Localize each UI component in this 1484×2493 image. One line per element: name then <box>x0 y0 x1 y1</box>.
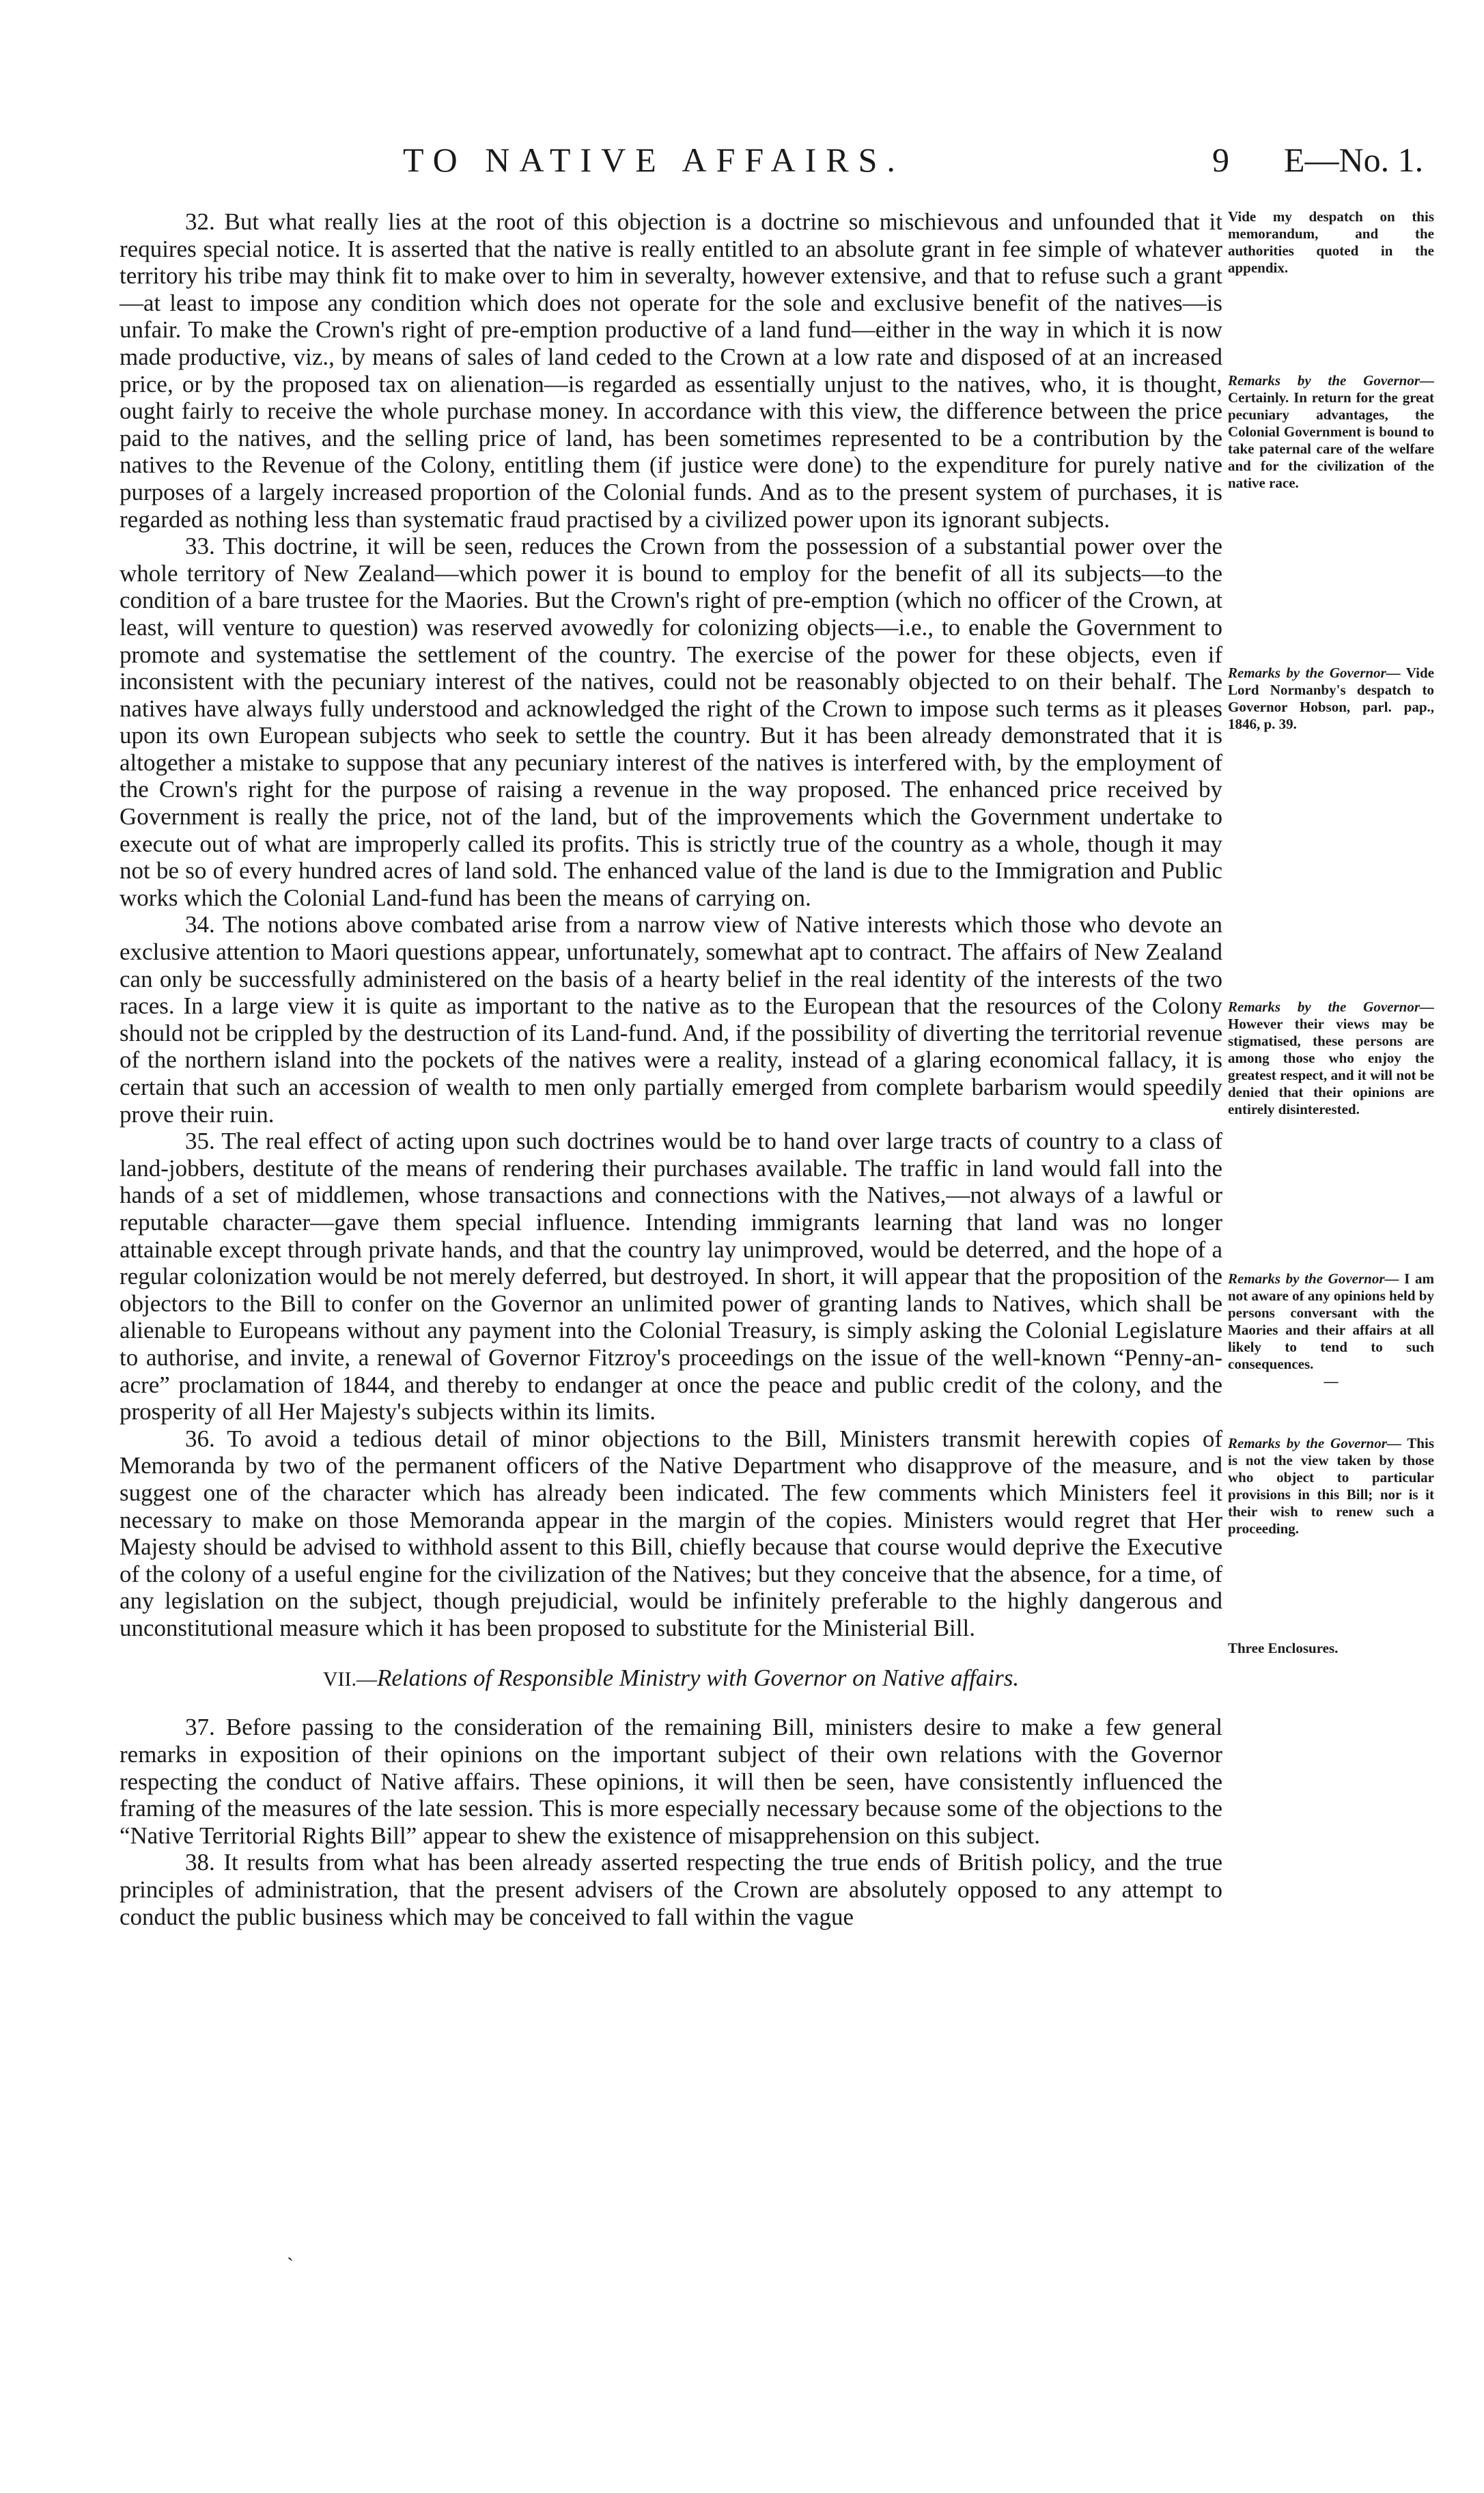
margin-note-heading: Remarks by the Governor— <box>1228 372 1434 389</box>
margin-note-text: This is not the view taken by those who object to particular provisions in this Bill; nor is it their wish to renew such a proceeding. <box>1228 1435 1434 1537</box>
margin-note-text: Vide Lord Normanby's despatch to Governor Hobson, parl. pap., 1846, p. 39. <box>1228 665 1434 732</box>
section-heading <box>120 1665 1222 1693</box>
margin-note-text: However their views may be stigmatised, these persons are among those who enjoy the greatest respect, and it will not be denied that their opinions are entirely disinterested. <box>1228 1016 1434 1117</box>
margin-note-enclosures <box>1228 1640 1434 1657</box>
paragraph-36: 36. To avoid a tedious detail of minor objections to the Bill, Ministers transmit herewith copies of Memoranda by two of the permanent officers of the Native Department who disapprove of the measure, and suggest one of the character which has already been indicated. The few comments which Ministers feel it necessary to make on those Memoranda appear in the margin of the copies. Ministers would regret that Her Majesty should be advised to withhold assent to this Bill, chiefly because that course would deprive the Executive of the colony of a useful engine for the civilization of the Natives; but they conceive that the absence, for a time, of any legislation on the subject, though prejudicial, would be infinitely preferable to the highly dangerous and unconstitutional measure which it has been proposed to substitute for the Ministerial Bill. <box>120 1425 1222 1641</box>
stray-mark: ˋ <box>287 2254 294 2276</box>
margin-note-governor-1 <box>1228 372 1434 492</box>
margin-note-governor-5 <box>1228 1435 1434 1537</box>
section-number: VII.— <box>322 1668 378 1691</box>
margin-note-governor-3 <box>1228 999 1434 1118</box>
margin-note-text: I am not aware of any opinions held by persons conversant with the Maories and their affairs at all likely to tend to such consequences. <box>1228 1270 1435 1372</box>
paragraph-35: 35. The real effect of acting upon such doctrines would be to hand over large tracts of country to a class of land-jobbers, destitute of the means of rendering their purchases available. The traffic in land would fall into the hands of a set of middlemen, whose transactions and connections with the Natives,—not always of a lawful or reputable character—gave them special influence. Intending immigrants learning that land was no longer attainable except through private hands, and that the country lay unimproved, would be deterred, and the hope of a regular colonization would be not merely deferred, but destroyed. In short, it will appear that the proposition of the objectors to the Bill to confer on the Governor an unlimited power of granting lands to Natives, which shall be alienable to Europeans without any payment into the Colonial Treasury, is simply asking the Colonial Legislature to authorise, and invite, a renewal of Governor Fitzroy's proceedings on the issue of the well-known “Penny-an-acre” proclamation of 1844, and thereby to endanger at once the peace and public credit of the colony, and the prosperity of all Her Majesty's subjects within its limits. <box>120 1128 1222 1425</box>
margin-note-heading: Remarks by the Governor— <box>1228 1435 1401 1451</box>
main-text-column <box>120 208 1222 1930</box>
paragraph-38: 38. It results from what has been already asserted respecting the true ends of British policy, and the true principles of administration, that the present advisers of the Crown are absolutely opposed to any attempt to conduct the public business which may be conceived to fall within the vague <box>120 1849 1222 1930</box>
margin-note-text: Vide my despatch on this memorandum, and the authorities quoted in the appendix. <box>1228 208 1434 276</box>
margin-note-vide <box>1228 208 1434 277</box>
document-reference: E—No. 1. <box>1284 141 1424 179</box>
running-title: TO NATIVE AFFAIRS. <box>403 141 905 179</box>
paragraph-37: 37. Before passing to the consideration of the remaining Bill, ministers desire to make a few general remarks in exposition of their opinions on the important subject of their own relations with the Governor respecting the conduct of Native affairs. These opinions, it will then be seen, have consistently influenced the framing of the measures of the late session. This is more especially necessary because some of the objections to the “Native Territorial Rights Bill” appear to shew the existence of misapprehension on this subject. <box>120 1714 1222 1849</box>
page-header <box>403 140 1434 188</box>
page-number: 9 <box>1212 141 1229 179</box>
paragraph-33: 33. This doctrine, it will be seen, reduces the Crown from the possession of a substantial power over the whole territory of New Zealand—which power it is bound to employ for the benefit of all its subjects—to the condition of a bare trustee for the Maories. But the Crown's right of pre-emption (which no officer of the Crown, at least, will venture to question) was reserved avowedly for colonizing objects—i.e., to enable the Government to promote and systematise the settlement of the country. The exercise of the power for these objects, even if inconsistent with the pecuniary interest of the natives, could not be reasonably objected to on their behalf. The natives have always fully understood and acknowledged the right of the Crown to impose such terms as it pleases upon its own European subjects who seek to settle the country. But it has been already demonstrated that it is altogether a mistake to suppose that any pecuniary interest of the natives is interfered with, by the employment of the Crown's right for the purpose of raising a revenue in the way proposed. The enhanced price received by Government is really the price, not of the land, but of the improvements which the Government undertake to execute out of what are improperly called its profits. This is strictly true of the country as a whole, though it may not be so of every hundred acres of land sold. The enhanced value of the land is due to the Immigration and Public works which the Colonial Land-fund has been the means of carrying on. <box>120 533 1222 911</box>
paragraph-34: 34. The notions above combated arise from a narrow view of Native interests which those who devote an exclusive attention to Maori questions appear, unfortunately, somewhat apt to contract. The affairs of New Zealand can only be successfully administered on the basis of a hearty belief in the real identity of the interests of the two races. In a large view it is quite as important to the native as to the European that the resources of the Colony should not be crippled by the destruction of its Land-fund. And, if the possibility of diverting the territorial revenue of the northern island into the pockets of the natives were a reality, instead of a glaring economical fallacy, it is certain that such an accession of wealth to men only partially emerged from complete barbarism would speedily prove their ruin. <box>120 911 1222 1128</box>
margin-note-heading: Remarks by the Governor— <box>1228 999 1434 1015</box>
margin-note-governor-2 <box>1228 665 1434 733</box>
section-title: Relations of Responsible Ministry with Governor on Native affairs. <box>377 1665 1020 1692</box>
margin-note-text: Certainly. In return for the great pecuniary advantages, the Colonial Government is bound to take paternal care of the welfare and for the civilization of the native race. <box>1228 389 1434 491</box>
margin-note-text: Three Enclosures. <box>1228 1640 1339 1656</box>
margin-note-dash: — <box>1324 1373 1339 1389</box>
margin-note-heading: Remarks by the Governor— <box>1228 1270 1399 1287</box>
margin-note-governor-4 <box>1228 1270 1434 1390</box>
margin-note-heading: Remarks by the Governor— <box>1228 665 1401 681</box>
paragraph-32: 32. But what really lies at the root of this objection is a doctrine so mischievous and unfounded that it requires special notice. It is asserted that the native is really entitled to an absolute grant in fee simple of whatever territory his tribe may think fit to make over to him in severalty, however extensive, and that to refuse such a grant—at least to impose any condition which does not operate for the sole and exclusive benefit of the natives—is unfair. To make the Crown's right of pre-emption productive of a land fund—either in the way in which it is now made productive, viz., by means of sales of land ceded to the Crown at a low rate and disposed of at an increased price, or by the proposed tax on alienation—is regarded as essentially unjust to the natives, who, it is thought, ought fairly to receive the whole purchase money. In accordance with this view, the difference between the price paid to the natives, and the selling price of land, has been sometimes represented to be a contribution by the natives to the Revenue of the Colony, entitling them (if justice were done) to the expenditure for purely native purposes of a largely increased proportion of the Colonial funds. And as to the present system of purchases, it is regarded as nothing less than systematic fraud practised by a civilized power upon its ignorant subjects. <box>120 208 1222 533</box>
